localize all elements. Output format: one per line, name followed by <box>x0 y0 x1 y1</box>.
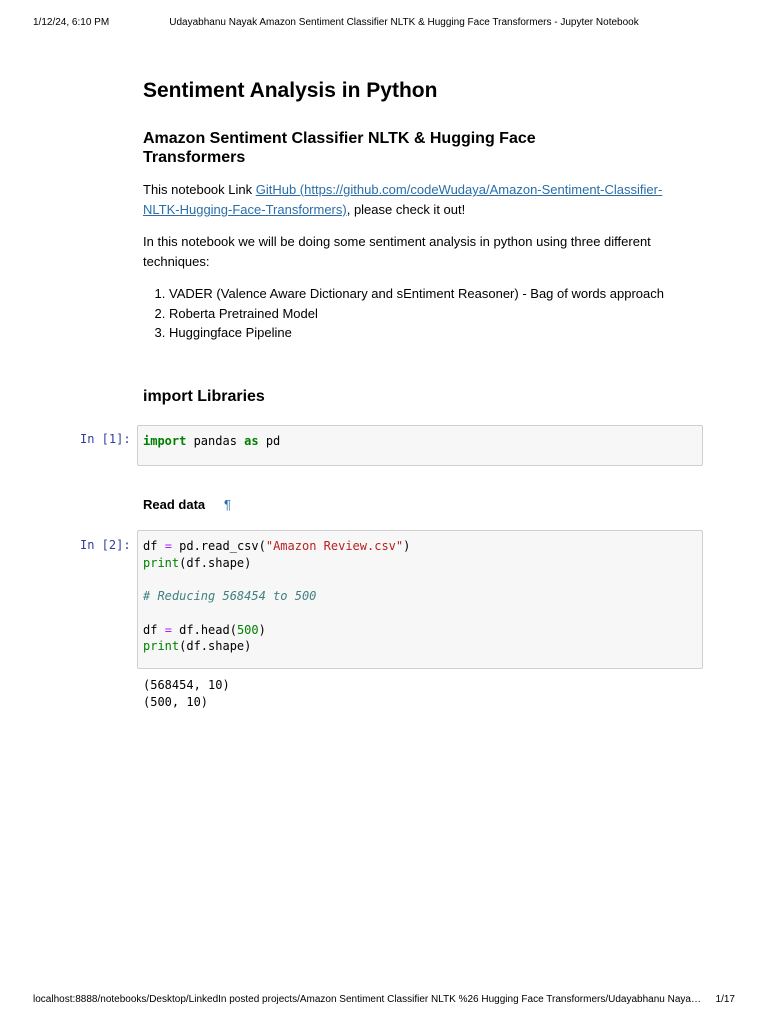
link-prefix: This notebook Link <box>143 182 256 197</box>
notebook-title: Sentiment Analysis in Python <box>143 79 438 102</box>
print-url: localhost:8888/notebooks/Desktop/LinkedIn posted projects/Amazon Sentiment Classifier NLTK %26 Hugging Face Transformers/Udayabhanu Naya… <box>33 994 701 1005</box>
code-token: df <box>143 622 165 637</box>
read-data-heading: Read data <box>143 497 206 512</box>
link-suffix: , please check it out! <box>346 202 466 217</box>
notebook-subtitle: Amazon Sentiment Classifier NLTK & Hugging Face Transformers <box>143 130 536 166</box>
cell-prompt-1: In [1]: <box>80 432 131 446</box>
github-link[interactable]: GitHub (https://github.com/codeWudaya/Amazon-Sentiment-Classifier-NLTK-Hugging-Face-Transformers) <box>143 182 663 217</box>
code-token: (df.shape) <box>179 555 252 570</box>
code-token: df <box>143 539 165 553</box>
list-item: 1. VADER (Valence Aware Dictionary and sEntiment Reasoner) - Bag of words approach <box>169 284 664 304</box>
techniques-list <box>143 284 664 343</box>
intro-paragraph: In this notebook we will be doing some sentiment analysis in python using three different techniques: <box>143 234 651 269</box>
code-token: df.head( <box>171 622 237 637</box>
code-token: "Amazon Review.csv" <box>265 539 404 553</box>
code-token: = <box>164 622 172 637</box>
print-header <box>33 17 735 33</box>
code-comment: # Reducing 568454 to 500 <box>143 589 317 604</box>
code-token: pandas <box>186 434 245 448</box>
anchor-link-icon[interactable]: ¶ <box>224 497 231 512</box>
code-token: as <box>244 434 259 448</box>
import-libraries-heading: import Libraries <box>143 388 265 405</box>
code-token: = <box>164 539 172 553</box>
code-token: (df.shape) <box>179 639 252 654</box>
cell-output-2 <box>143 677 230 710</box>
code-input-1[interactable] <box>138 426 702 457</box>
code-input-2[interactable] <box>138 531 702 662</box>
print-footer <box>33 994 735 1008</box>
cell-prompt-2: In [2]: <box>80 538 131 552</box>
page-number: 1/17 <box>715 994 735 1005</box>
output-line: (500, 10) <box>143 694 209 709</box>
code-token: pd.read_csv( <box>171 539 266 553</box>
code-token: 500 <box>236 622 259 637</box>
print-title: Udayabhanu Nayak Amazon Sentiment Classifier NLTK & Hugging Face Transformers - Jupyter Notebook <box>169 17 639 28</box>
code-token: ) <box>258 622 266 637</box>
code-token: import <box>143 434 187 448</box>
code-token: print <box>143 555 180 570</box>
code-token: print <box>143 639 180 654</box>
list-item: 2. Roberta Pretrained Model <box>169 304 664 324</box>
code-token: pd <box>258 434 281 448</box>
print-date: 1/12/24, 6:10 PM <box>33 17 110 28</box>
output-line: (568454, 10) <box>143 678 230 692</box>
code-cell-1[interactable] <box>137 425 703 466</box>
code-cell-2[interactable] <box>137 530 703 669</box>
github-link-paragraph <box>143 180 683 220</box>
code-token: ) <box>403 539 411 553</box>
list-item: 3. Huggingface Pipeline <box>169 323 664 343</box>
